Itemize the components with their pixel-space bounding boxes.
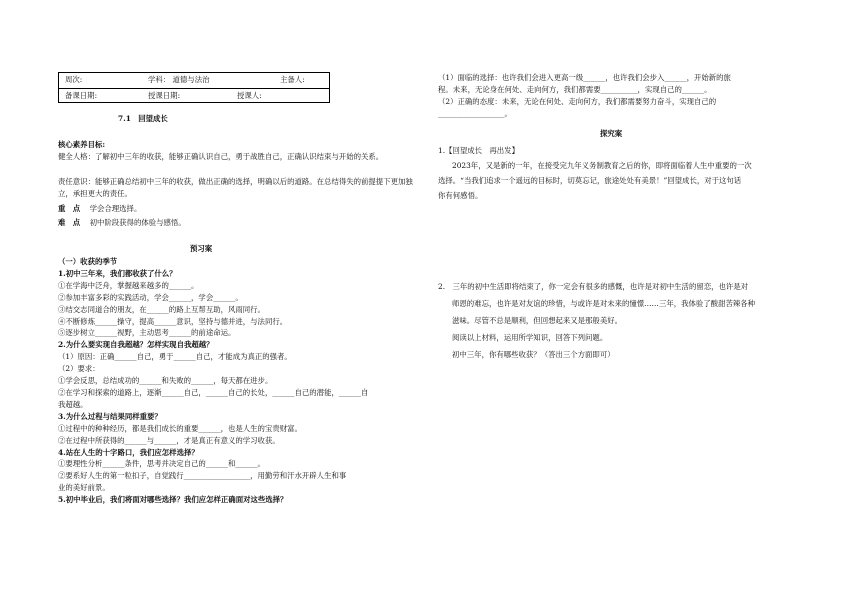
preparer-label: 主备人: <box>280 75 305 84</box>
q3-item: ①过程中的种种经历，都是我们成长的重要______，也是人生的宝贵财富。 <box>58 423 302 433</box>
preview-body <box>58 256 430 506</box>
right-column-top <box>438 72 800 120</box>
preview-title: 预习案 <box>190 244 213 253</box>
attitude-line: （2）正确的态度：未来，无论在何处、走向何方，我们都需要努力奋斗，实现自己的 <box>438 96 717 106</box>
q4-item: 业的美好前景。 <box>58 483 110 493</box>
explore-item-2-line: 2. 三年的初中生活即将结束了，你一定会有很多的感慨，也许是对初中生活的留恋，也许是对 <box>438 282 749 291</box>
q1-item: ①在学海中泛舟，掌握越来越多的______。 <box>58 280 199 290</box>
question-2: 2.为什么要实现自我超越？怎样实现自我超越？ <box>58 340 214 350</box>
explore-item-2-line: 阅读以上材料，运用所学知识，回答下列问题。 <box>452 332 608 342</box>
core-goals-heading: 核心素养目标: <box>58 140 106 149</box>
q2-item: （2）要求： <box>58 364 100 374</box>
header-row-2 <box>59 88 329 104</box>
explore-item-2-line: 师恩的难忘，也许是对友谊的珍惜，与或许是对未来的憧憬……三年，我体验了酸甜苦辣各种 <box>452 298 756 308</box>
q4-item: ①要理性分析______条件，思考并决定自己的______和______。 <box>58 459 265 469</box>
explore-title: 探究案 <box>600 129 623 138</box>
difficulty-label: 难 点 <box>58 218 81 227</box>
core-goal-personality: 健全人格：了解初中三年的收获，能够正确认识自己，勇于战胜自己，正确认识结束与开始的关系。 <box>58 152 384 161</box>
key-point-row <box>58 203 141 215</box>
q1-item: ③结交志同道合的朋友，在______的路上互帮互助，风雨同行。 <box>58 304 265 314</box>
explore-item-1-line: 2023年，又是新的一年，在接受完九年义务制教育之后的你，即将面临着人生中重要的一次 <box>452 160 752 170</box>
explore-item-1-line: 你有何感悟。 <box>438 190 483 200</box>
week-label: 周次: <box>65 75 83 84</box>
question-3: 3.为什么过程与结果同样重要？ <box>58 411 162 421</box>
attitude-line: __________________。 <box>438 108 512 118</box>
q2-item: （1）原因：正确______自己，勇于______自己，才能成为真正的强者。 <box>58 352 292 362</box>
lesson-title: 7.1 回望成长 <box>118 114 168 123</box>
prep-date-label: 备课日期: <box>65 91 98 100</box>
teacher-label: 授课人: <box>237 91 262 100</box>
q3-item: ②在过程中所获得的______与______，才是真正有意义的学习收获。 <box>58 435 280 445</box>
explore-item-1 <box>438 145 800 202</box>
difficulty-row <box>58 217 186 229</box>
key-point-text: 学会合理选择。 <box>89 204 142 213</box>
explore-item-2-line: 初中三年，你有哪些收获？（答出三个方面即可） <box>452 349 615 359</box>
q4-item: ②要系好人生的第一粒扣子，自觉践行__________________，用勤劳和汗水开辟人生和事 <box>58 471 347 481</box>
choice-line: 程。未来，无论身在何处、走向何方，我们都需要__________，实现自己的______。 <box>438 84 712 94</box>
q2-item: ①学会反思，总结成功的______和失败的______，每天都在进步。 <box>58 376 273 386</box>
q1-item: ②参加丰富多彩的实践活动，学会______，学会______。 <box>58 292 243 302</box>
explore-item-2-line: 滋味。尽管不总是顺利，但回想起来又是那般美好。 <box>452 315 622 325</box>
q1-item: ④不断修炼______操守，提高______意识，坚持与德并进，与法同行。 <box>58 316 288 326</box>
lesson-date-label: 授课日期: <box>148 91 181 100</box>
question-1: 1.初中三年来，我们都收获了什么？ <box>58 268 177 278</box>
subject-label: 学科： 道德与法治 <box>148 75 210 84</box>
question-4: 4.站在人生的十字路口，我们应怎样选择？ <box>58 447 199 457</box>
header-row-1 <box>59 73 329 88</box>
q1-item: ⑤逐步树立______视野，主动思考______的前途命运。 <box>58 328 236 338</box>
explore-item-1-line: 选择。“当我们追求一个遥远的目标时，切莫忘记，旅途处处有美景！”回望成长，对于这句话 <box>438 175 742 185</box>
difficulty-text: 初中阶段获得的体验与感悟。 <box>89 218 186 227</box>
explore-item-2 <box>438 281 800 361</box>
key-point-label: 重 点 <box>58 204 81 213</box>
core-goal-responsibility: 责任意识：能够正确总结初中三年的收获，做出正确的选择，明确以后的道路。在总结得失的前提提下更加独立，承担更大的责任。 <box>58 177 413 198</box>
section-harvest-heading: （一）收获的季节 <box>58 257 118 266</box>
q2-item: 我超越。 <box>58 399 88 409</box>
explore-item-1-title: 1.【回望成长 再出发】 <box>438 146 519 155</box>
header-info-table <box>58 72 330 103</box>
q2-item: ②在学习和探索的道路上，逐渐______自己，______自己的长处，______自己的潜能，______自 <box>58 387 369 397</box>
choice-line: （1）面临的选择：也许我们会进入更高一级______，也许我们会步入______，开始新的旅 <box>438 73 731 82</box>
question-5: 5.初中毕业后，我们将面对哪些选择？我们应怎样正确面对这些选择？ <box>58 495 288 505</box>
